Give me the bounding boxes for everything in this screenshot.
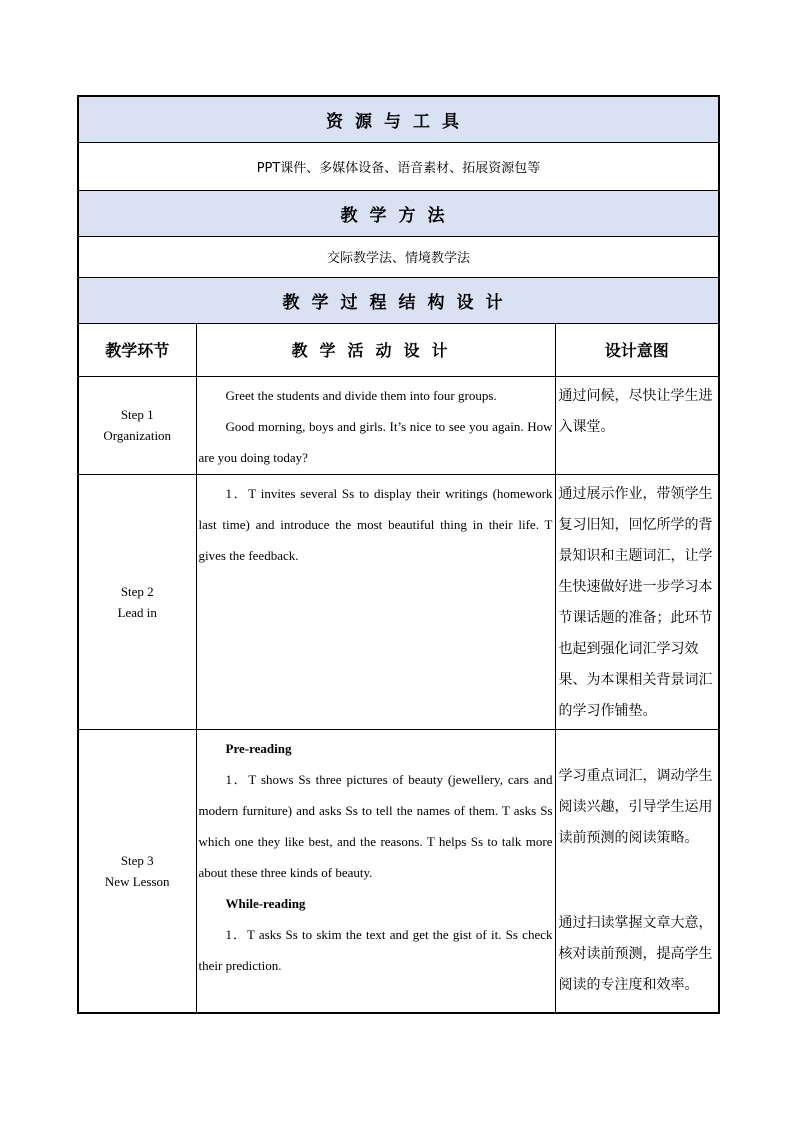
methods-heading: 教学方法 — [78, 190, 719, 236]
methods-heading-row — [78, 190, 719, 236]
column-header-activity: 教学活动设计 — [196, 323, 555, 376]
step-row — [78, 474, 719, 729]
step-intent-cell — [555, 729, 719, 1013]
step-activity-cell — [196, 729, 555, 1013]
column-header-stage: 教学环节 — [78, 323, 196, 376]
step-intent-cell — [555, 376, 719, 474]
step-activity-cell — [196, 474, 555, 729]
resources-heading-row — [78, 96, 719, 142]
step-activity-cell — [196, 376, 555, 474]
activity-text: 1．T invites several Ss to display their writings (homework last time) and introduce the most beautiful thing in their life. T gives the feedback. — [198, 485, 553, 563]
resources-heading: 资源与工具 — [78, 96, 719, 142]
methods-content: 交际教学法、情境教学法 — [78, 236, 719, 277]
step-name: Lead in — [117, 604, 157, 620]
step-number: Step 3 — [120, 852, 154, 868]
column-header-intent: 设计意图 — [555, 323, 719, 376]
step-number: Step 2 — [120, 583, 154, 599]
process-heading-row — [78, 277, 719, 323]
step-name: Organization — [103, 428, 172, 443]
activity-text: Good morning, boys and girls. It’s nice to see you again. How are you doing today? — [198, 418, 553, 465]
methods-content-row — [78, 236, 719, 277]
intent-text: 通过问候，尽快让学生进入课堂。 — [558, 387, 713, 435]
activity-text: 1．T asks Ss to skim the text and get the gist of it. Ss check their prediction. — [198, 926, 553, 973]
resources-content: PPT课件、多媒体设备、语音素材、拓展资源包等 — [78, 142, 719, 190]
intent-text: 学习重点词汇，调动学生阅读兴趣，引导学生运用读前预测的阅读策略。 — [558, 767, 713, 846]
step-label-cell — [78, 729, 196, 1013]
step-number: Step 1 — [120, 407, 154, 422]
step-row — [78, 376, 719, 474]
step-intent-cell — [555, 474, 719, 729]
step-name: New Lesson — [104, 873, 170, 889]
intent-text: 通过扫读掌握文章大意，核对读前预测，提高学生阅读的专注度和效率。 — [558, 914, 713, 993]
lesson-plan-table — [77, 95, 720, 1014]
activity-text: Greet the students and divide them into four groups. — [225, 387, 497, 403]
step-label-cell — [78, 376, 196, 474]
lesson-plan-document — [77, 95, 718, 1014]
resources-content-row — [78, 142, 719, 190]
step-label-cell — [78, 474, 196, 729]
intent-text: 通过展示作业，带领学生复习旧知，回忆所学的背景知识和主题词汇，让学生快速做好进一步学习本节课话题的准备；此环节也起到强化词汇学习效果、为本课相关背景词汇的学习作铺垫。 — [558, 485, 713, 719]
column-header-row — [78, 323, 719, 376]
while-reading-title: While-reading — [225, 895, 306, 911]
step-row — [78, 729, 719, 1013]
process-heading: 教学过程结构设计 — [78, 277, 719, 323]
activity-text: 1．T shows Ss three pictures of beauty (jewellery, cars and modern furniture) and asks Ss to tell the names of them. T asks Ss which one they like best, and the reasons. T helps Ss to talk more about these three kinds of beauty. — [198, 771, 553, 880]
pre-reading-title: Pre-reading — [225, 740, 292, 756]
